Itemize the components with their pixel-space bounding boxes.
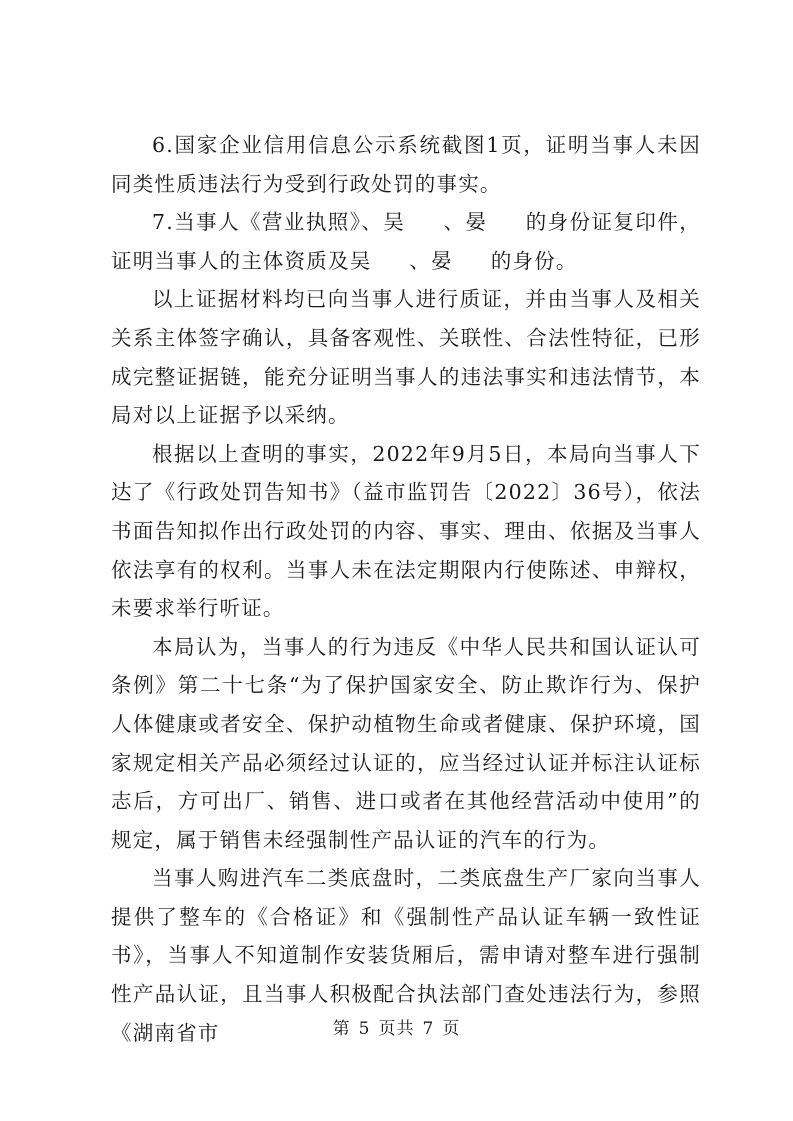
paragraph-legal-basis: 本局认为，当事人的行为违反《中华人民共和国认证认可条例》第二十七条“为了保护国家安全、防止欺诈行为、保护人体健康或者安全、保护动植物生命或者健康、保护环境，国家规定相关产品必须经过认证的，应当经过认证并标注认证标志后，方可出厂、销售、进口或者在其他经营活动中使用”的规定，属于销售未经强制性产品认证的汽车的行为。 — [111, 634, 701, 852]
para7-text-4: 、晏 — [409, 248, 453, 273]
document-body — [111, 126, 701, 1052]
para7-text-3: 的身份证复印件，证明当事人的主体资质及吴 — [111, 210, 701, 273]
page-number-footer — [0, 1014, 793, 1039]
paragraph-notice: 根据以上查明的事实，2022年9月5日，本局向当事人下达了《行政处罚告知书》（益市监罚告〔2022〕36号），依法书面告知拟作出行政处罚的内容、事实、理由、依据及当事人依法享有的权利。当事人未在法定期限内行使陈述、申辩权，未要求举行听证。 — [111, 441, 701, 621]
footer-total-pages: 7 — [422, 1019, 435, 1039]
paragraph-circumstances: 当事人购进汽车二类底盘时，二类底盘生产厂家向当事人提供了整车的《合格证》和《强制性产品认证车辆一致性证书》，当事人不知道制作安装货厢后，需申请对整车进行强制性产品认证，且当事人积极配合执法部门查处违法行为，参照《湖南省市 — [111, 866, 701, 1045]
footer-prefix: 第 — [332, 1019, 351, 1039]
footer-middle: 页共 — [378, 1019, 415, 1039]
footer-current-page: 5 — [358, 1019, 371, 1039]
paragraph-evidence-7 — [111, 203, 701, 280]
para7-text-2: 、晏 — [443, 210, 488, 235]
paragraph-evidence-6: 6.国家企业信用信息公示系统截图1页，证明当事人未因同类性质违法行为受到行政处罚的事实。 — [111, 133, 701, 196]
para7-text-1: 7.当事人《营业执照》、吴 — [152, 210, 406, 235]
paragraph-evidence-summary: 以上证据材料均已向当事人进行质证，并由当事人及相关关系主体签字确认，具备客观性、关联性、合法性特征，已形成完整证据链，能充分证明当事人的违法事实和违法情节，本局对以上证据予以采纳。 — [111, 287, 701, 428]
para7-text-5: 的身份。 — [490, 248, 578, 273]
footer-suffix: 页 — [442, 1019, 461, 1039]
